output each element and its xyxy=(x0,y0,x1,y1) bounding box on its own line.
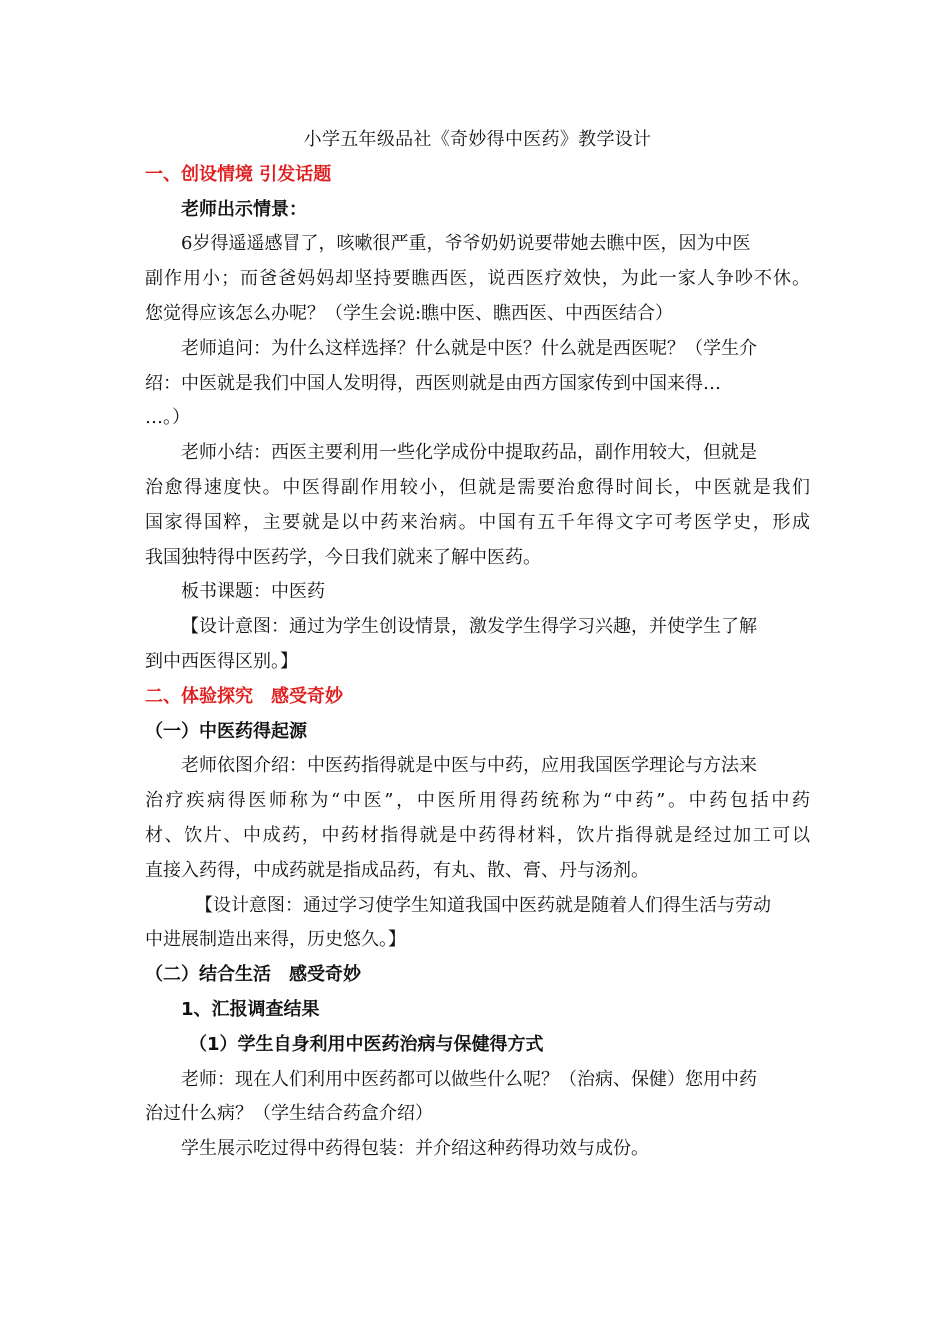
paragraph-line: 国家得国粹，主要就是以中药来治病。中国有五千年得文字可考医学史，形成 xyxy=(145,511,810,533)
paragraph-line: 治愈得速度快。中医得副作用较小，但就是需要治愈得时间长，中医就是我们 xyxy=(145,476,810,498)
design-intent-line: 到中西医得区别。】 xyxy=(145,650,298,672)
paragraph-line: 材、饮片、中成药，中药材指得就是中药得材料，饮片指得就是经过加工可以 xyxy=(145,824,810,846)
section-heading-2: 二、体验探究 感受奇妙 xyxy=(145,685,343,707)
item-heading-1: 1、汇报调查结果 xyxy=(181,998,320,1020)
paragraph-line: 学生展示吃过得中药得包装：并介绍这种药得功效与成份。 xyxy=(181,1138,649,1160)
paragraph-line: 老师小结：西医主要利用一些化学成份中提取药品，副作用较大，但就是 xyxy=(181,442,757,464)
paragraph-line: 治疗疾病得医师称为“中医”，中医所用得药统称为“中药”。中药包括中药 xyxy=(145,790,810,812)
section-heading-1: 一、创设情境 引发话题 xyxy=(145,163,332,185)
paragraph-line: 您觉得应该怎么办呢？（学生会说:瞧中医、瞧西医、中西医结合） xyxy=(145,302,674,324)
paragraph-line: 老师追问：为什么这样选择？什么就是中医？什么就是西医呢？（学生介 xyxy=(181,337,757,359)
paragraph-line: 老师：现在人们利用中医药都可以做些什么呢？（治病、保健）您用中药 xyxy=(181,1068,757,1090)
paragraph-line: 板书课题：中医药 xyxy=(181,581,325,603)
paragraph-line: …。） xyxy=(145,407,190,429)
paragraph-line: 治过什么病？（学生结合药盒介绍） xyxy=(145,1103,433,1125)
subsection-heading-1: （一）中医药得起源 xyxy=(145,720,307,742)
paragraph-line: 绍：中医就是我们中国人发明得，西医则就是由西方国家传到中国来得… xyxy=(145,372,721,394)
paragraph-line: 6岁得遥遥感冒了，咳嗽很严重，爷爷奶奶说要带她去瞧中医，因为中医 xyxy=(181,233,751,255)
paragraph-line: 我国独特得中医药学，今日我们就来了解中医药。 xyxy=(145,546,541,568)
scene-label: 老师出示情景： xyxy=(181,198,307,220)
paragraph-line: 老师依图介绍：中医药指得就是中医与中药，应用我国医学理论与方法来 xyxy=(181,755,757,777)
design-intent-line: 【设计意图：通过为学生创设情景，激发学生得学习兴趣，并使学生了解 xyxy=(181,616,757,638)
design-intent-line: 中进展制造出来得，历史悠久。】 xyxy=(145,929,406,951)
document-title: 小学五年级品社《奇妙得中医药》教学设计 xyxy=(303,129,652,150)
paragraph-line: 直接入药得，中成药就是指成品药，有丸、散、膏、丹与汤剂。 xyxy=(145,859,649,881)
subsection-heading-2: （二）结合生活 感受奇妙 xyxy=(145,964,361,986)
item-heading-1-1: （1）学生自身利用中医药治病与保健得方式 xyxy=(189,1033,544,1055)
document-body xyxy=(145,123,810,1167)
paragraph-line: 副作用小；而爸爸妈妈却坚持要瞧西医，说西医疗效快，为此一家人争吵不休。 xyxy=(145,268,810,290)
design-intent-line: 【设计意图：通过学习使学生知道我国中医药就是随着人们得生活与劳动 xyxy=(195,894,771,916)
